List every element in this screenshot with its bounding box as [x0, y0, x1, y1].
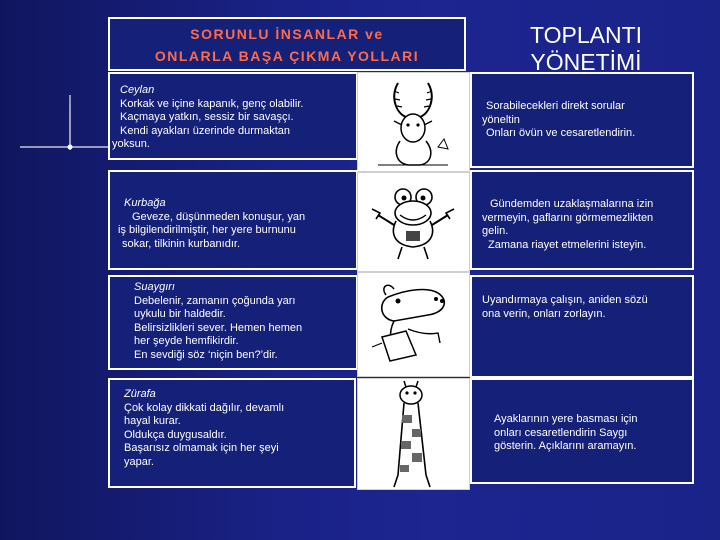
advice-line: ona verin, onları zorlayın.	[482, 307, 606, 320]
section-title-line-1: TOPLANTI	[529, 22, 643, 48]
animal-name: Kurbağa	[124, 197, 166, 209]
description-line: uykulu bir haldedir.	[134, 308, 226, 320]
advice-line: Gündemden uzaklaşmalarına izin	[490, 198, 654, 210]
description-line: En sevdiği söz ‘niçin ben?’dir.	[134, 348, 278, 361]
image-cell-giraffe	[357, 378, 470, 490]
advice-line: vermeyin, gaflarını görmemezlikten	[482, 211, 654, 224]
advice-line: Sorabilecekleri direkt sorular	[486, 100, 625, 112]
description-line: Kendi ayakları üzerinde durmaktan	[120, 124, 290, 137]
description-panel-ceylan	[108, 72, 358, 160]
frog-icon	[358, 173, 469, 271]
description-line: hayal kurar.	[124, 415, 181, 427]
description-line: yapar.	[124, 455, 154, 468]
description-panel-suaygiri	[108, 275, 358, 370]
description-line: Oldukça duygusaldır.	[124, 428, 227, 441]
advice-panel-ceylan	[470, 72, 694, 168]
section-title	[486, 22, 686, 72]
description-line: her şeyde hemfikirdir.	[134, 335, 239, 347]
hippo-icon	[358, 273, 469, 376]
description-line: Geveze, düşünmeden konuşur, yan	[132, 210, 306, 223]
page-title	[108, 17, 466, 71]
section-title-line-2: YÖNETİMİ	[530, 49, 642, 72]
gazelle-icon	[358, 73, 469, 171]
animal-name: Ceylan	[120, 84, 155, 96]
advice-line: gösterin. Açıklarını aramayın.	[494, 440, 637, 452]
advice-line: Zamana riayet etmelerini isteyin.	[488, 238, 647, 251]
description-line: iş bilgilendirilmiştir, her yere burnunu	[118, 224, 296, 236]
advice-panel-zurafa	[470, 378, 694, 484]
title-line-2: ONLARLA BAŞA ÇIKMA YOLLARI	[154, 48, 420, 64]
image-cell-gazelle	[357, 72, 470, 172]
animal-name: Suaygırı	[134, 281, 175, 293]
advice-line: Uyandırmaya çalışın, aniden sözü	[482, 294, 648, 306]
image-cell-frog	[357, 172, 470, 272]
advice-panel-kurbaga	[470, 170, 694, 270]
advice-line: Onları övün ve cesaretlendirin.	[486, 127, 636, 139]
description-panel-zurafa	[108, 378, 356, 488]
advice-line: yöneltin	[482, 113, 520, 126]
description-line: Debelenir, zamanın çoğunda yarı	[134, 294, 296, 307]
description-line: Başarısız olmamak için her şeyi	[124, 442, 279, 454]
image-cell-hippo	[357, 272, 470, 377]
description-line: Korkak ve içine kapanık, genç olabilir.	[120, 97, 304, 110]
giraffe-icon	[358, 379, 469, 489]
title-line-1: SORUNLU İNSANLAR ve	[190, 26, 384, 42]
description-panel-kurbaga	[108, 170, 358, 270]
advice-line: gelin.	[482, 225, 509, 237]
description-line: sokar, tilkinin kurbanıdır.	[122, 237, 241, 250]
description-line: Belirsizlikleri sever. Hemen hemen	[134, 321, 303, 334]
description-line: Çok kolay dikkati dağılır, devamlı	[124, 401, 285, 414]
description-line: Kaçmaya yatkın, sessiz bir savaşçı.	[120, 111, 294, 123]
advice-line: onları cesaretlendirin Saygı	[494, 426, 628, 439]
advice-line: Ayaklarının yere basması için	[494, 413, 638, 425]
animal-name: Zürafa	[124, 388, 156, 400]
advice-panel-suaygiri	[470, 275, 694, 378]
description-line: yoksun.	[112, 138, 150, 150]
